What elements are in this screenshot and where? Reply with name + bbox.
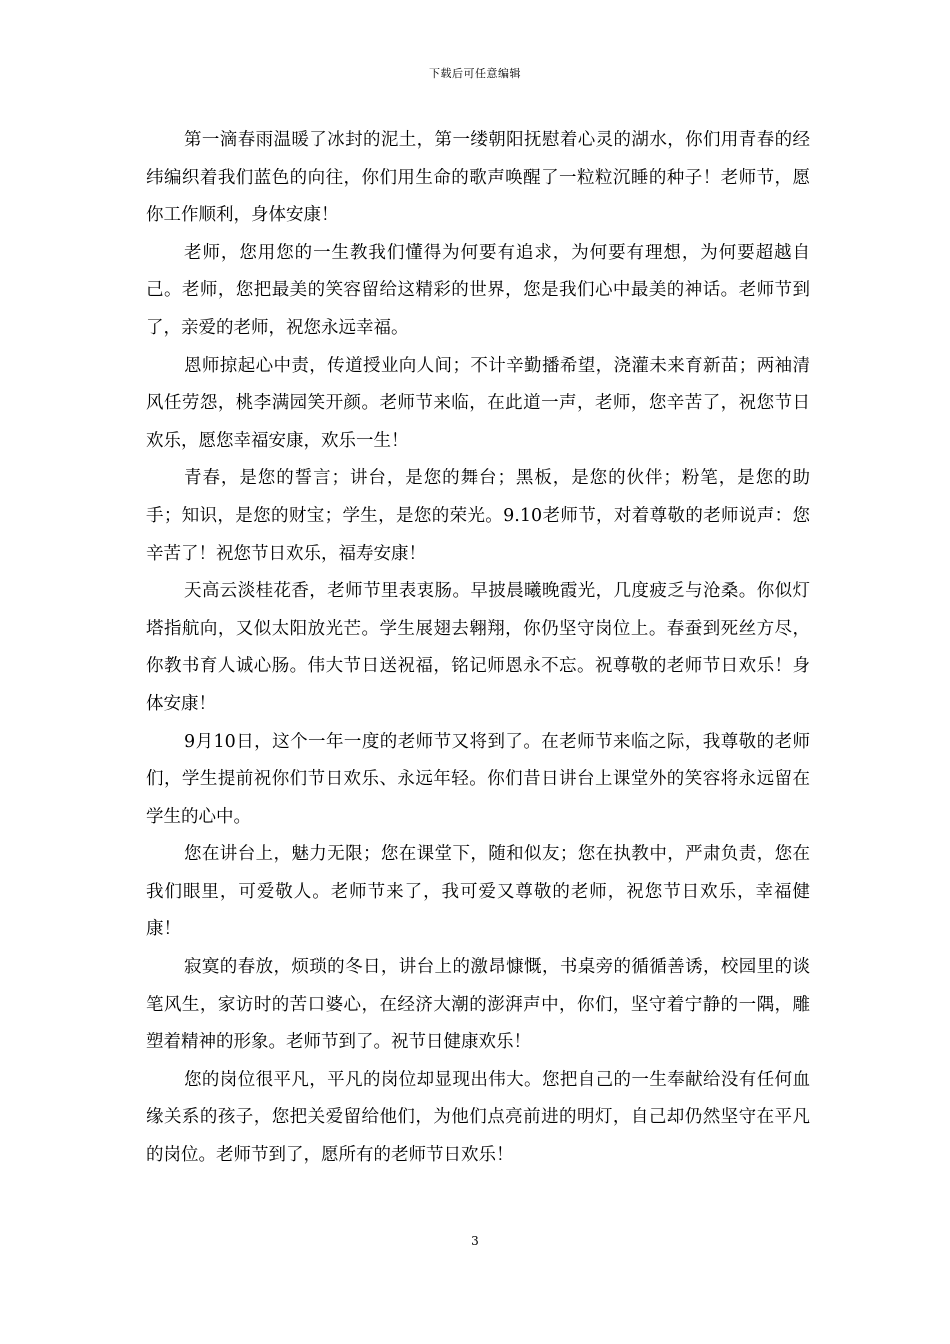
- page-header: 下载后可任意编辑: [429, 67, 521, 80]
- paragraph: 9月10日，这个一年一度的老师节又将到了。在老师节来临之际，我尊敬的老师们，学生提前祝你们节日欢乐、永远年轻。你们昔日讲台上课堂外的笑容将永远留在学生的心中。: [146, 731, 810, 827]
- paragraph: 老师，您用您的一生教我们懂得为何要有追求，为何要有理想，为何要超越自己。老师，您把最美的笑容留给这精彩的世界，您是我们心中最美的神话。老师节到了，亲爱的老师，祝您永远幸福。: [146, 242, 810, 338]
- paragraph: 青春，是您的誓言；讲台，是您的舞台；黑板，是您的伙伴；粉笔，是您的助手；知识，是您的财宝；学生，是您的荣光。9.10老师节，对着尊敬的老师说声：您辛苦了！祝您节日欢乐，福寿安康！: [146, 468, 810, 564]
- paragraph: 天高云淡桂花香，老师节里表衷肠。早披晨曦晚霞光，几度疲乏与沧桑。你似灯塔指航向，又似太阳放光芒。学生展翅去翱翔，你仍坚守岗位上。春蚕到死丝方尽，你教书育人诚心肠。伟大节日送祝福，铭记师恩永不忘。祝尊敬的老师节日欢乐！身体安康！: [146, 581, 810, 714]
- paragraph: 寂寞的春放，烦琐的冬日，讲台上的激昂慷慨，书桌旁的循循善诱，校园里的谈笔风生，家访时的苦口婆心，在经济大潮的澎湃声中，你们，坚守着宁静的一隅，雕塑着精神的形象。老师节到了。祝节日健康欢乐！: [146, 957, 810, 1053]
- paragraph: 第一滴春雨温暖了冰封的泥土，第一缕朝阳抚慰着心灵的湖水，你们用青春的经纬编织着我们蓝色的向往，你们用生命的歌声唤醒了一粒粒沉睡的种子！老师节，愿你工作顺利，身体安康！: [146, 130, 810, 226]
- page-number: 3: [471, 1234, 479, 1248]
- paragraph: 您在讲台上，魅力无限；您在课堂下，随和似友；您在执教中，严肃负责，您在我们眼里，可爱敬人。老师节来了，我可爱又尊敬的老师，祝您节日欢乐，幸福健康！: [146, 844, 810, 940]
- document-body: [146, 122, 810, 1175]
- paragraph: 恩师掠起心中责，传道授业向人间；不计辛勤播希望，浇灌未来育新苗；两袖清风任劳怨，桃李满园笑开颜。老师节来临，在此道一声，老师，您辛苦了，祝您节日欢乐，愿您幸福安康，欢乐一生！: [146, 355, 810, 451]
- paragraph: 您的岗位很平凡，平凡的岗位却显现出伟大。您把自己的一生奉献给没有任何血缘关系的孩子，您把关爱留给他们，为他们点亮前进的明灯，自己却仍然坚守在平凡的岗位。老师节到了，愿所有的老师节日欢乐！: [146, 1069, 810, 1166]
